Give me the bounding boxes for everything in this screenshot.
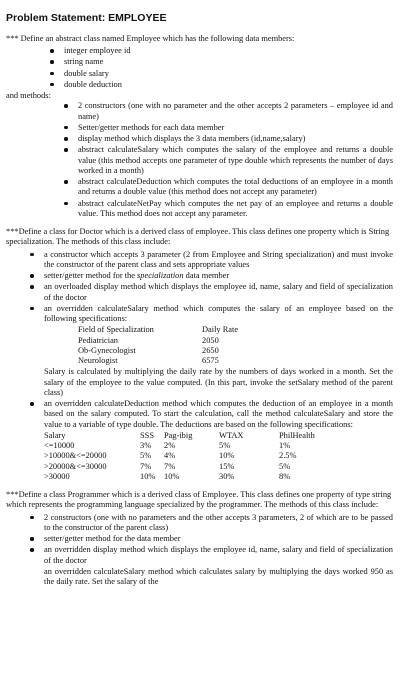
table-cell: 2.5% bbox=[279, 451, 297, 461]
deduction-spec-text: an overridden calculateDeduction method which computes the deduction of an employee in a month based on the salary computed. To start the calculation, call the method calculateSalary and store the value to a variable of type double. The deductions are based on the following specifications: bbox=[44, 399, 393, 429]
table-cell: 8% bbox=[279, 471, 291, 481]
list-item bbox=[44, 271, 393, 281]
programmer-methods-list bbox=[6, 513, 393, 566]
table-cell: 15% bbox=[219, 461, 235, 471]
setter-suffix: data member bbox=[183, 271, 230, 281]
table-cell: 4% bbox=[164, 451, 176, 461]
table-cell: 2050 bbox=[202, 335, 219, 345]
table-header: Pag-ibig bbox=[164, 430, 193, 440]
table-cell: 7% bbox=[164, 461, 176, 471]
table-cell: 30% bbox=[219, 471, 235, 481]
table-row bbox=[78, 346, 238, 356]
table-row bbox=[78, 356, 238, 366]
list-item: double salary bbox=[64, 69, 393, 79]
deduction-table bbox=[44, 431, 315, 482]
list-item: Setter/getter methods for each data member bbox=[78, 123, 393, 133]
table-row bbox=[44, 441, 315, 451]
list-item: 2 constructors (one with no parameter and the other accepts 2 parameters – employee id and name) bbox=[78, 101, 393, 121]
table-cell: 5% bbox=[219, 441, 231, 451]
table-cell: 2% bbox=[164, 441, 176, 451]
list-item: integer employee id bbox=[64, 46, 393, 56]
table-header: WTAX bbox=[219, 430, 244, 440]
list-item: abstract calculateNetPay which computes the net pay of an employee and returns a double value. This method does not accept any parameter. bbox=[78, 198, 393, 218]
table-cell: 5% bbox=[279, 461, 291, 471]
table-cell: 2650 bbox=[202, 345, 219, 355]
list-item: abstract calculateSalary which computes the salary of the employee and returns a double value (this method accepts one parameter of type double which represents the number of days worked in a month) bbox=[78, 145, 393, 175]
list-item: an overloaded display method which displays the employee id, name, salary and field of specialization of the doctor bbox=[44, 282, 393, 302]
doctor-intro: ***Define a class for Doctor which is a derived class of employee. This class defines one property which is String specialization. The methods of this class include: bbox=[6, 227, 390, 247]
table-cell: 6575 bbox=[202, 356, 219, 366]
setter-emphasis: specialization bbox=[137, 271, 184, 281]
table-cell: >30000 bbox=[44, 471, 70, 481]
list-item: a constructor which accepts 3 parameter (2 from Employee and String specialization) and must invoke the constructor of the parent class and sets appropriate values bbox=[44, 249, 393, 269]
table-cell: 5% bbox=[140, 451, 152, 461]
programmer-intro: ***Define a class Programmer which is a derived class of Employee. This class defines one property of type string which represents the programming language specialized by the programmer. The methods of this class include: bbox=[6, 490, 392, 510]
table-cell: 10% bbox=[140, 471, 156, 481]
table-header: Salary bbox=[44, 430, 66, 440]
table-cell: 10% bbox=[164, 471, 180, 481]
table-header: Daily Rate bbox=[202, 325, 239, 335]
table-row bbox=[44, 472, 315, 482]
list-item: display method which displays the 3 data members (id,name,salary) bbox=[78, 134, 393, 144]
list-item: double deduction bbox=[64, 80, 393, 90]
list-item: an overridden display method which displays the employee id, name, salary and field of specialization of the doctor bbox=[44, 545, 393, 565]
table-cell: 1% bbox=[279, 441, 291, 451]
list-item: abstract calculateDeduction which computes the total deductions of an employee in a month and returns a double value (this method does not accept any parameter) bbox=[78, 177, 393, 197]
programmer-trailing-text: an overridden calculateSalary method which calculates salary by multiplying the days worked 950 as the daily rate. Set the salary of the bbox=[44, 566, 393, 587]
and-methods-label: and methods: bbox=[6, 91, 51, 101]
employee-members-list bbox=[6, 46, 393, 90]
table-cell: 10% bbox=[219, 451, 235, 461]
table-cell: 3% bbox=[140, 441, 152, 451]
programmer-section bbox=[6, 490, 393, 587]
table-header: Field of Specialization bbox=[78, 325, 154, 335]
table-row bbox=[44, 462, 315, 472]
table-row bbox=[44, 451, 315, 461]
salary-note: Salary is calculated by multiplying the daily rate by the numbers of days worked in a month. Set the salary of the employee to the value computed. (In this part, invoke the setSalary method of the parent class) bbox=[44, 367, 393, 397]
table-cell: Ob-Gynecologist bbox=[78, 345, 136, 355]
page-title: Problem Statement: EMPLOYEE bbox=[6, 12, 167, 24]
table-cell: Pediatrician bbox=[78, 335, 118, 345]
list-item: string name bbox=[64, 57, 393, 67]
daily-rate-table bbox=[78, 325, 238, 366]
salary-spec-text: an overridden calculateSalary method which computes the salary of an employee based on the following specifications: bbox=[44, 303, 393, 324]
employee-section bbox=[6, 34, 393, 219]
employee-intro: *** Define an abstract class named Employee which has the following data members: bbox=[6, 33, 295, 43]
list-item: 2 constructors (one with no parameters and the other accepts 3 parameters, 2 of which are to be passed to the constructor of the parent class) bbox=[44, 512, 393, 532]
table-header-row bbox=[44, 431, 315, 441]
table-cell: >10000&<=20000 bbox=[44, 451, 107, 461]
list-item: setter/getter method for the data member bbox=[44, 534, 393, 544]
list-item bbox=[44, 399, 393, 482]
table-cell: Neurologist bbox=[78, 356, 118, 366]
list-item bbox=[44, 304, 393, 398]
setter-prefix: setter/getter method for the bbox=[44, 271, 138, 281]
doctor-methods-list bbox=[6, 250, 393, 483]
doctor-section bbox=[6, 227, 393, 482]
table-header: SSS bbox=[140, 430, 154, 440]
employee-methods-list bbox=[6, 101, 393, 219]
table-cell: >20000&<=30000 bbox=[44, 461, 107, 471]
table-row bbox=[78, 336, 238, 346]
table-cell: 7% bbox=[140, 461, 152, 471]
table-cell: <=10000 bbox=[44, 441, 75, 451]
table-header-row bbox=[78, 325, 238, 335]
table-header: PhilHealth bbox=[279, 430, 315, 440]
